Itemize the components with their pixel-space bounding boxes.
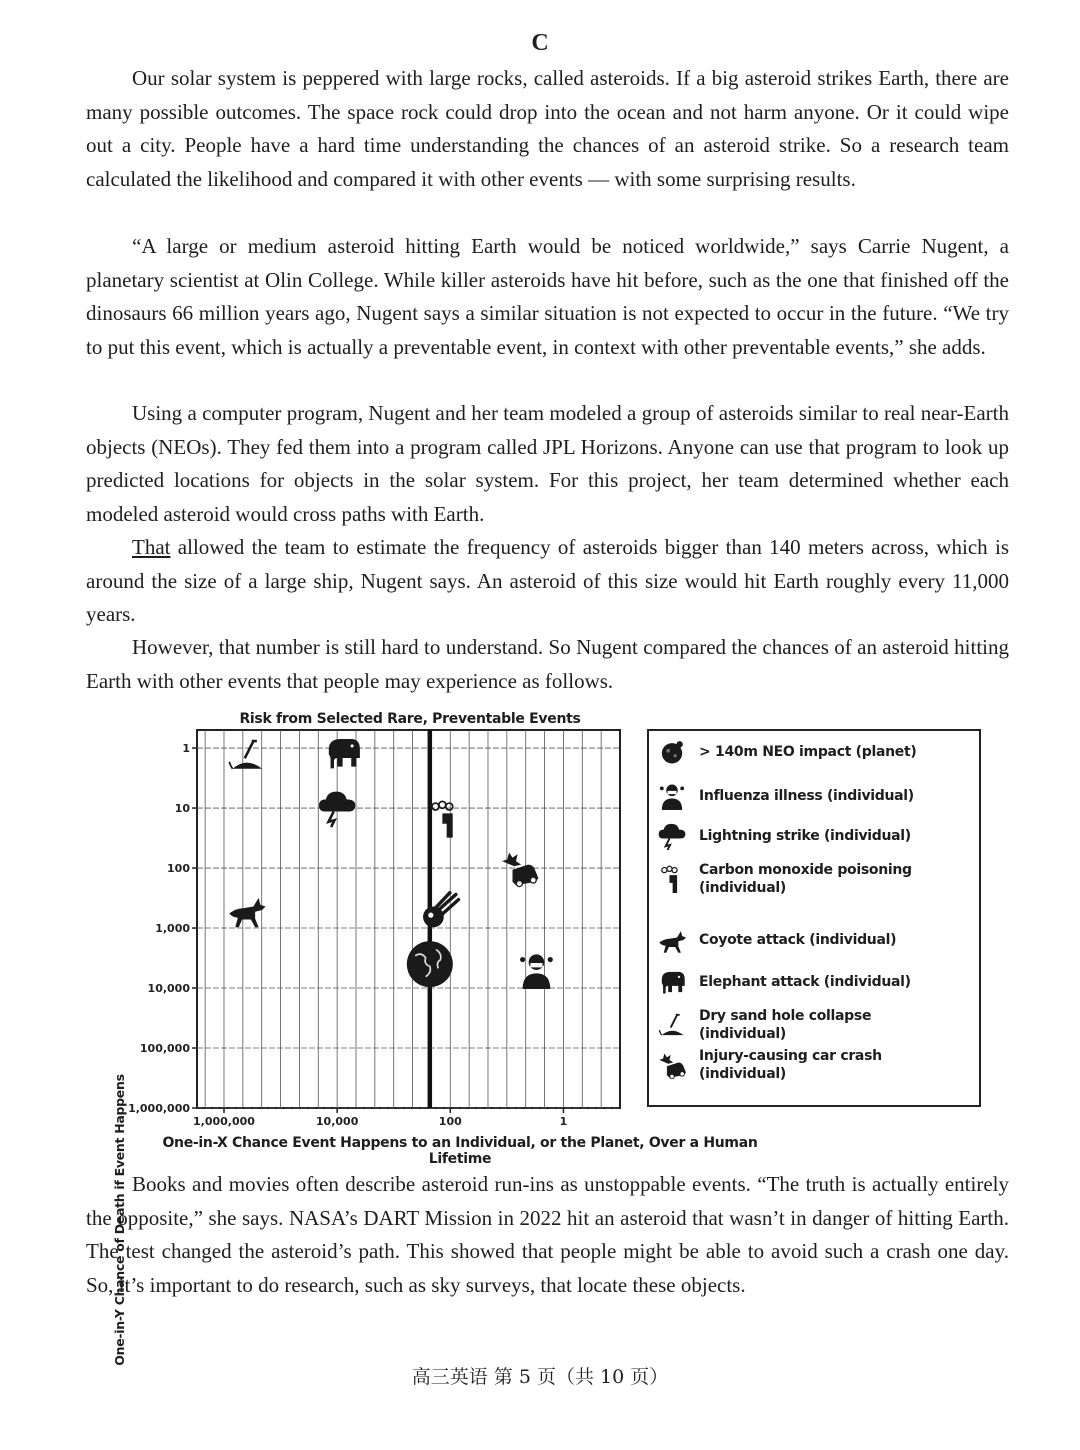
legend-label: Coyote attack (individual): [699, 932, 897, 948]
y-tick-label: 1,000: [155, 922, 190, 936]
asteroid-icon: [657, 737, 687, 767]
section-letter: C: [531, 30, 549, 56]
lightning-cloud-icon: [657, 821, 687, 851]
chart-legend: [647, 729, 981, 1107]
point-car-crash: [502, 852, 538, 886]
paragraph-3: [86, 397, 1009, 531]
paragraph-5-text: However, that number is still hard to understand. So Nugent compared the chances of an asteroid hitting Earth with other events that people may experience as follows.: [86, 635, 1009, 693]
x-tick-label: 10,000: [315, 1115, 359, 1128]
legend-item: [657, 1047, 919, 1083]
legend-label: Influenza illness (individual): [699, 788, 914, 804]
point-sand-hole: [229, 741, 262, 769]
y-tick-label: 10: [174, 802, 190, 816]
legend-label: Injury-causing car crash (individual): [699, 1048, 882, 1082]
chart-title: Risk from Selected Rare, Preventable Events: [239, 711, 581, 727]
coyote-icon: [657, 925, 687, 955]
y-tick-label: 1: [182, 742, 190, 756]
elephant-icon: [657, 967, 687, 997]
legend-label: Dry sand hole collapse (individual): [699, 1008, 872, 1042]
legend-item: [657, 1007, 919, 1043]
car-crash-icon: [657, 1050, 687, 1080]
x-tick-label: 100: [438, 1115, 462, 1128]
legend-label: Carbon monoxide poisoning (individual): [699, 862, 912, 896]
legend-label: Elephant attack (individual): [699, 974, 911, 990]
paragraph-6: [86, 1168, 1009, 1302]
x-tick-label: 1: [559, 1115, 568, 1128]
x-axis-label: One-in-X Chance Event Happens to an Individual, or the Planet, Over a Human Lifetime: [162, 1135, 758, 1167]
y-tick-label: 100: [167, 862, 190, 876]
y-tick-label: 1,000,000: [128, 1102, 190, 1115]
legend-label: Lightning strike (individual): [699, 828, 911, 844]
y-axis-label: One-in-Y Chance of Death if Event Happens: [112, 1074, 127, 1366]
legend-item: [657, 737, 917, 767]
point-coyote: [229, 898, 265, 927]
point-elephant: [329, 739, 360, 768]
plot-frame: [197, 730, 620, 1108]
page-footer: 高三英语 第 5 页（共 10 页）: [411, 1366, 669, 1388]
paragraph-6-text: Books and movies often describe asteroid run-ins as unstoppable events. “The truth is actually entirely the opposite,” she says. NASA’s DART Mission in 2022 hit an asteroid that wasn’t in danger of hitting Earth. The test changed the asteroid’s path. This showed that people might be able to avoid such a crash one day. So, it’s important to do research, such as sky surveys, that locate these objects.: [86, 1172, 1009, 1297]
point-influenza: [520, 954, 553, 989]
paragraph-3-text: Using a computer program, Nugent and her team modeled a group of asteroids similar to real near-Earth objects (NEOs). They fed them into a program called JPL Horizons. Anyone can use that program to look up predicted locations for objects in the solar system. For this project, her team determined whether each modeled asteroid would cross paths with Earth.: [86, 401, 1009, 526]
x-tick-label: 1,000,000: [193, 1115, 255, 1128]
legend-item: [657, 821, 911, 851]
y-tick-label: 10,000: [147, 982, 190, 996]
paragraph-1: [86, 62, 1009, 196]
underlined-word: That: [132, 535, 171, 559]
paragraph-2-text: “A large or medium asteroid hitting Earth would be noticed worldwide,” says Carrie Nugent, a planetary scientist at Olin College. While killer asteroids have hit before, such as the one that finished off the dinosaurs 66 million years ago, Nugent says a similar situation is not expected to occur in the future. “We try to put this event, which is actually a preventable event, in context with other preventable events,” she adds.: [86, 234, 1009, 359]
legend-item: [657, 925, 896, 955]
legend-item: [657, 861, 919, 897]
paragraph-4-text: allowed the team to estimate the frequency of asteroids bigger than 140 meters across, which is around the size of a large ship, Nugent says. An asteroid of this size would hit Earth roughly every 11,000 years.: [86, 535, 1009, 626]
sand-hole-icon: [657, 1010, 687, 1040]
legend-item: [657, 781, 914, 811]
paragraph-5: [86, 631, 1009, 698]
y-tick-label: 100,000: [139, 1042, 190, 1056]
paragraph-4: [86, 531, 1009, 632]
point-planet: [407, 941, 453, 987]
influenza-icon: [657, 781, 687, 811]
legend-label: > 140m NEO impact (planet): [699, 744, 917, 760]
carbon-monoxide-icon: [657, 864, 687, 894]
point-carbon-monoxide: [432, 801, 453, 837]
paragraph-2: [86, 230, 1009, 364]
paragraph-1-text: Our solar system is peppered with large rocks, called asteroids. If a big asteroid strikes Earth, there are many possible outcomes. The space rock could drop into the ocean and not harm anyone. Or it could wipe out a city. People have a hard time understanding the chances of an asteroid strike. So a research team calculated the likelihood and compared it with other events — with some surprising results.: [86, 66, 1009, 191]
legend-item: [657, 967, 911, 997]
